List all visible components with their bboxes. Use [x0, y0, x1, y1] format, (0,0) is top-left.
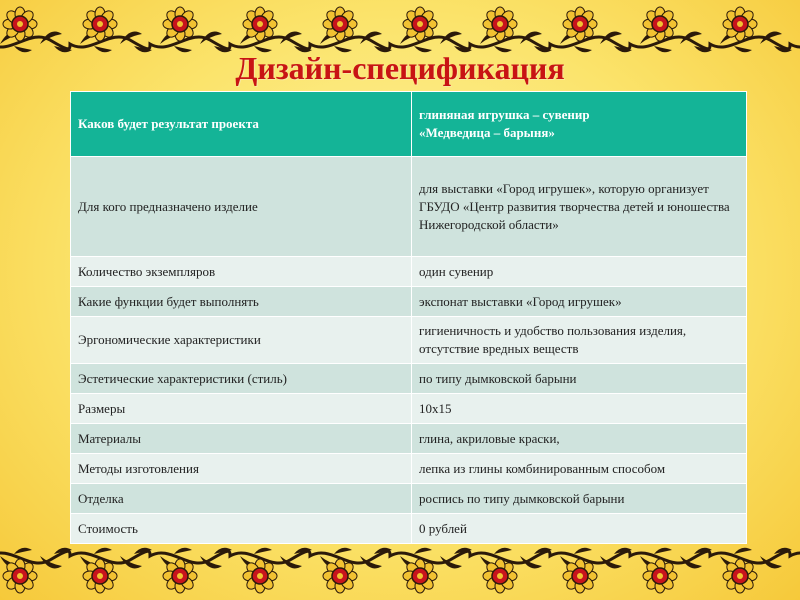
khokhloma-flower-icon	[163, 559, 197, 593]
row-label: Для кого предназначено изделие	[71, 157, 412, 257]
khokhloma-flower-icon	[243, 559, 277, 593]
khokhloma-flower-icon	[323, 559, 357, 593]
khokhloma-flower-icon	[643, 559, 677, 593]
row-label: Стоимость	[71, 514, 412, 544]
table-row	[71, 424, 747, 454]
row-label: Отделка	[71, 484, 412, 514]
page-title: Дизайн-спецификация	[235, 50, 565, 86]
row-label: Количество экземпляров	[71, 257, 412, 287]
table-row	[71, 364, 747, 394]
row-label: Какие функции будет выполнять	[71, 287, 412, 317]
khokhloma-flower-icon	[3, 7, 37, 41]
khokhloma-flower-icon	[323, 7, 357, 41]
khokhloma-flower-icon	[403, 7, 437, 41]
row-value: экспонат выставки «Город игрушек»	[412, 287, 747, 317]
table-header-row	[71, 92, 747, 157]
row-value: роспись по типу дымковской барыни	[412, 484, 747, 514]
table-row	[71, 317, 747, 364]
khokhloma-flower-icon	[483, 7, 517, 41]
header-value: глиняная игрушка – сувенир «Медведица – барыня»	[412, 92, 747, 157]
row-value: для выставки «Город игрушек», которую организует ГБУДО «Центр развития творчества детей и юношества Нижегородской области»	[412, 157, 747, 257]
row-value: лепка из глины комбинированным способом	[412, 454, 747, 484]
khokhloma-flower-icon	[83, 7, 117, 41]
khokhloma-flower-icon	[563, 559, 597, 593]
khokhloma-flower-icon	[243, 7, 277, 41]
khokhloma-flower-icon	[403, 559, 437, 593]
table-row	[71, 484, 747, 514]
row-value: 10x15	[412, 394, 747, 424]
row-value: 0 рублей	[412, 514, 747, 544]
khokhloma-flower-icon	[643, 7, 677, 41]
row-label: Методы изготовления	[71, 454, 412, 484]
table-row	[71, 454, 747, 484]
header-label: Каков будет результат проекта	[71, 92, 412, 157]
khokhloma-flower-icon	[723, 7, 757, 41]
khokhloma-flower-icon	[3, 559, 37, 593]
table-row	[71, 394, 747, 424]
khokhloma-flower-icon	[723, 559, 757, 593]
row-value: по типу дымковской барыни	[412, 364, 747, 394]
khokhloma-flower-icon	[483, 559, 517, 593]
row-value: один сувенир	[412, 257, 747, 287]
row-label: Размеры	[71, 394, 412, 424]
khokhloma-flower-icon	[163, 7, 197, 41]
ornament-border-bottom	[0, 538, 800, 600]
khokhloma-flower-icon	[563, 7, 597, 41]
row-value: глина, акриловые краски,	[412, 424, 747, 454]
khokhloma-flower-icon	[83, 559, 117, 593]
spec-table	[70, 91, 747, 544]
row-value: гигиеничность и удобство пользования изделия, отсутствие вредных веществ	[412, 317, 747, 364]
row-label: Эргономические характеристики	[71, 317, 412, 364]
table-row	[71, 287, 747, 317]
table-row	[71, 157, 747, 257]
row-label: Эстетические характеристики (стиль)	[71, 364, 412, 394]
row-label: Материалы	[71, 424, 412, 454]
table-row	[71, 257, 747, 287]
